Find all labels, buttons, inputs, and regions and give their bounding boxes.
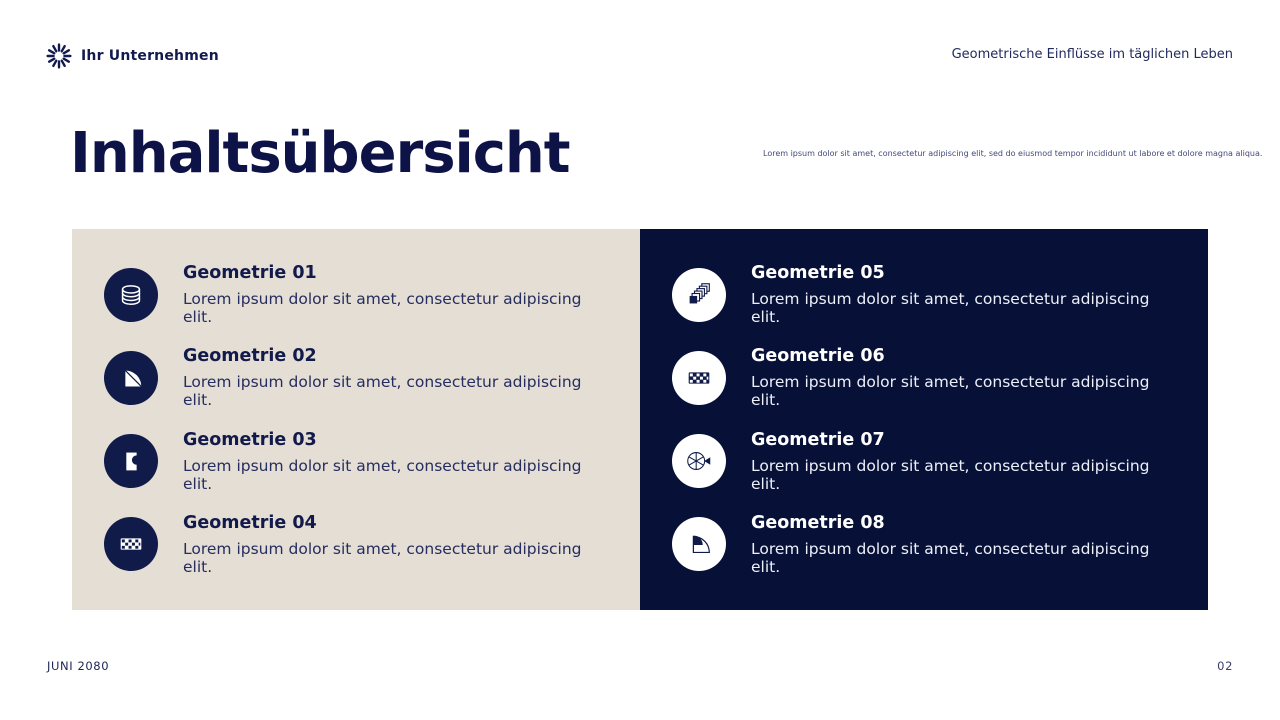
item-description: Lorem ipsum dolor sit amet, consectetur adipiscing elit.: [183, 456, 582, 493]
quarter-circle-outline-icon: [684, 529, 714, 559]
database-cylinder-icon: [116, 280, 146, 310]
item-icon-circle: [104, 434, 158, 488]
item-description: Lorem ipsum dolor sit amet, consectetur adipiscing elit.: [183, 290, 582, 326]
panel-right: [640, 229, 1208, 610]
page-title: Inhaltsübersicht: [70, 121, 570, 186]
title-description: Lorem ipsum dolor sit amet, consectetur adipiscing elit, sed do eiusmod tempor incididunt ut labore et dolore magna aliqua.: [763, 149, 1263, 158]
stacked-cubes-icon: [684, 280, 714, 310]
logo-text: Ihr Unternehmen: [81, 48, 219, 64]
starburst-icon: [46, 43, 72, 69]
item-title: Geometrie 01: [183, 263, 317, 283]
list-item: [672, 346, 1180, 409]
list-item: [104, 263, 612, 326]
notched-rectangle-icon: [116, 446, 146, 476]
item-icon-circle: [672, 268, 726, 322]
quarter-circle-filled-icon: [116, 363, 146, 393]
list-item: [672, 430, 1180, 493]
item-description: Lorem ipsum dolor sit amet, consectetur adipiscing elit.: [183, 373, 582, 410]
grid-table-icon: [116, 529, 146, 559]
item-icon-circle: [672, 434, 726, 488]
item-icon-circle: [672, 517, 726, 571]
segmented-circle-icon: [684, 446, 714, 476]
list-item: [672, 513, 1180, 576]
header-subtitle: Geometrische Einflüsse im täglichen Leben: [951, 47, 1233, 62]
list-item: [104, 513, 612, 576]
item-description: Lorem ipsum dolor sit amet, consectetur adipiscing elit.: [751, 456, 1150, 493]
item-title: Geometrie 03: [183, 429, 317, 450]
content-area: [72, 229, 1208, 610]
item-title: Geometrie 08: [751, 512, 885, 533]
footer-date: JUNI 2080: [47, 659, 110, 673]
footer-page-number: 02: [1217, 659, 1233, 673]
panel-left: [72, 229, 640, 610]
list-item: [104, 430, 612, 493]
item-title: Geometrie 02: [183, 346, 317, 367]
item-title: Geometrie 05: [751, 263, 885, 283]
item-icon-circle: [672, 351, 726, 405]
item-title: Geometrie 07: [751, 429, 885, 450]
grid-table-icon: [684, 363, 714, 393]
item-icon-circle: [104, 517, 158, 571]
item-icon-circle: [104, 351, 158, 405]
list-item: [672, 263, 1180, 326]
item-title: Geometrie 04: [183, 512, 317, 533]
item-description: Lorem ipsum dolor sit amet, consectetur adipiscing elit.: [751, 373, 1150, 410]
company-logo: [46, 43, 219, 69]
item-icon-circle: [104, 268, 158, 322]
item-description: Lorem ipsum dolor sit amet, consectetur adipiscing elit.: [751, 539, 1150, 576]
list-item: [104, 346, 612, 409]
item-title: Geometrie 06: [751, 346, 885, 367]
item-description: Lorem ipsum dolor sit amet, consectetur adipiscing elit.: [751, 290, 1150, 326]
item-description: Lorem ipsum dolor sit amet, consectetur adipiscing elit.: [183, 539, 582, 576]
